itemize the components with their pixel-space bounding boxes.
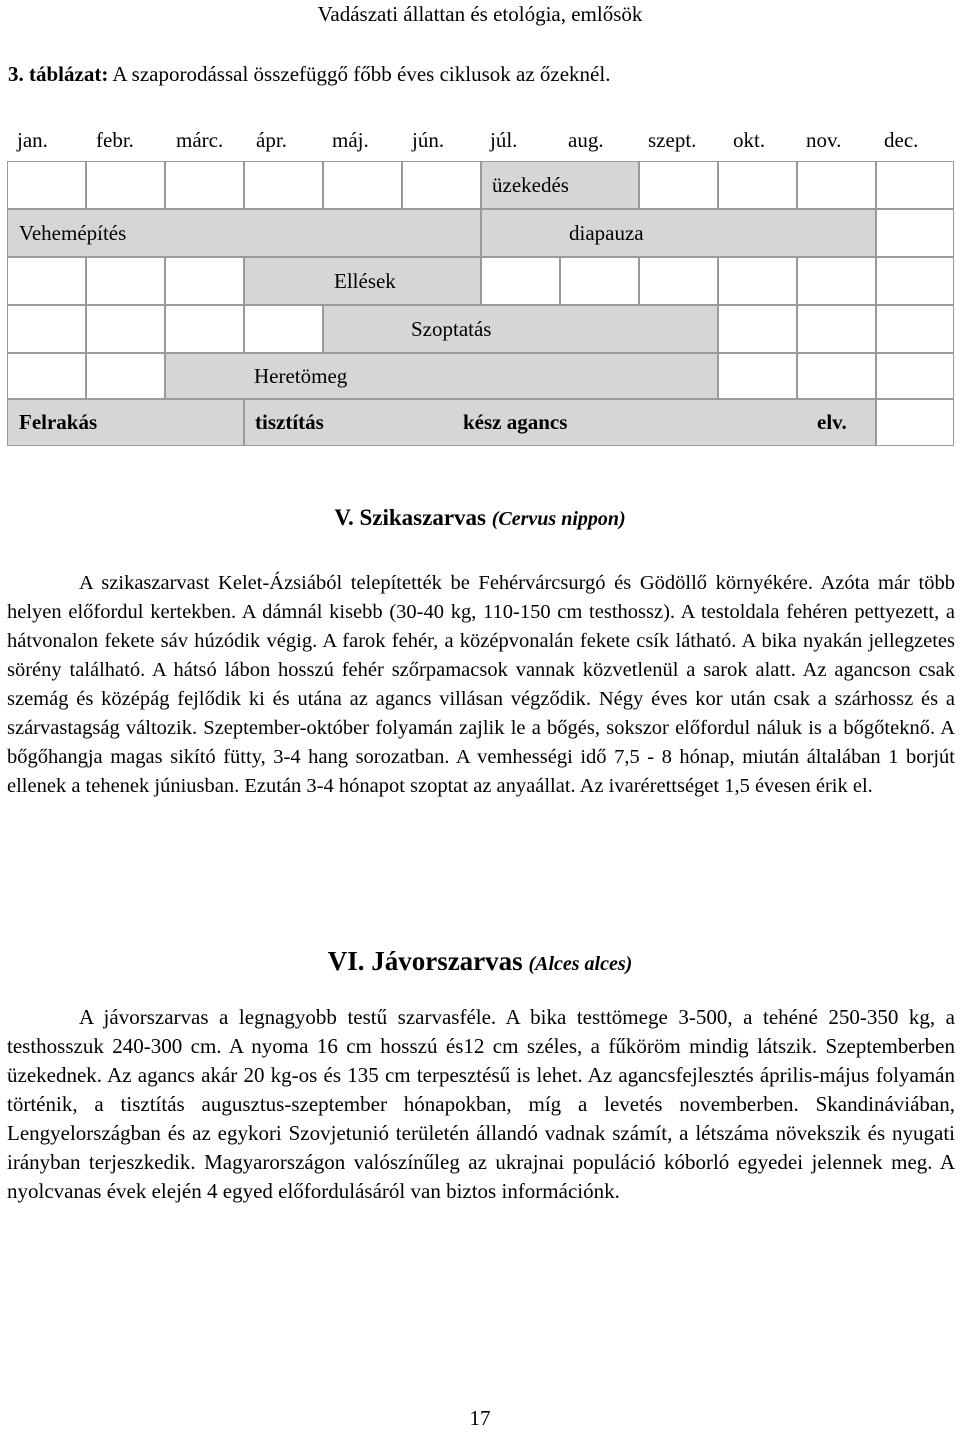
month-label: aug.: [568, 128, 604, 152]
empty-cell: [481, 257, 560, 305]
empty-cell: [86, 161, 165, 209]
table-caption: [8, 60, 610, 88]
month-label: febr.: [96, 128, 134, 152]
band-vehemepites: [7, 209, 481, 257]
empty-cell: [797, 305, 876, 353]
empty-cell: [876, 209, 954, 257]
empty-cell: [86, 305, 165, 353]
section-body-javorszarvas: [7, 1003, 955, 1206]
month-label: márc.: [176, 128, 224, 152]
empty-cell: [560, 257, 639, 305]
empty-cell: [718, 161, 797, 209]
band-szoptatas: [323, 305, 718, 353]
empty-cell: [7, 161, 86, 209]
empty-cell: [876, 399, 954, 446]
section-body-szikaszarvas: [7, 569, 955, 801]
month-label: dec.: [884, 128, 919, 152]
band-label: Ellések: [334, 268, 396, 293]
empty-cell: [639, 257, 718, 305]
empty-cell: [323, 161, 402, 209]
band-diapauza: [481, 209, 876, 257]
month-label: júl.: [490, 128, 518, 152]
section-title-javorszarvas: [0, 946, 960, 977]
band-label: tisztítás: [255, 410, 324, 434]
band-label: üzekedés: [492, 172, 569, 197]
section-title-szikaszarvas: [0, 505, 960, 531]
band-agancs: [244, 399, 876, 446]
empty-cell: [7, 305, 86, 353]
band-felrakas: [7, 399, 244, 446]
running-header: Vadászati állattan és etológia, emlősök: [317, 2, 643, 26]
month-label: szept.: [648, 128, 697, 152]
empty-cell: [718, 353, 797, 399]
month-label: ápr.: [256, 128, 287, 152]
band-label: Szoptatás: [411, 316, 492, 341]
scientific-name: (Alces alces): [528, 953, 633, 975]
empty-cell: [797, 161, 876, 209]
month-label: nov.: [806, 128, 842, 152]
empty-cell: [165, 305, 244, 353]
empty-cell: [7, 353, 86, 399]
empty-cell: [797, 257, 876, 305]
empty-cell: [86, 353, 165, 399]
empty-cell: [797, 353, 876, 399]
band-label: Felrakás: [19, 410, 98, 434]
empty-cell: [165, 257, 244, 305]
section-title-text: VI. Jávorszarvas: [327, 946, 523, 976]
month-label: máj.: [332, 128, 369, 152]
empty-cell: [876, 257, 954, 305]
table-caption-text: A szaporodással összefüggő főbb éves ciklusok az őzeknél.: [108, 62, 611, 86]
scientific-name: (Cervus nippon): [491, 508, 626, 530]
band-label: diapauza: [569, 220, 644, 245]
empty-cell: [244, 161, 323, 209]
empty-cell: [86, 257, 165, 305]
paragraph: A szikaszarvast Kelet-Ázsiából telepítették be Fehérvárcsurgó és Gödöllő környékére. Azóta már több helyen előfordul kertekben. A dámnál kisebb (30-40 kg, 110-150 cm testhossz). A testoldala fehéren pettyezett, a hátvonalon fekete sáv húzódik végig. A farok fehér, a középvonalán fekete csík látható. A bika nyakán jellegzetes sörény található. A hátsó lábon hosszú fehér szőrpamacsok vannak közvetlenül a sarok alatt. Az agancson csak szemág és középág fejlődik ki és utána az agancs villásan végződik. Négy éves kor után csak a szárhossz és a szárvastagság változik. Szeptember-október folyamán zajlik le a bőgés, sokszor előfordul náluk is a bőgőteknő. A bőgőhangja magas sikító fütty, 3-4 hang sorozatban. A vemhességi idő 7,5 - 8 hónap, miután általában 1 borjút ellenek a tehenek júniusban. Ezután 3-4 hónapot szoptat az anyaállat. Az ivarérettséget 1,5 évesen érik el.: [7, 572, 955, 797]
band-heretomeg: [165, 353, 718, 399]
empty-cell: [876, 305, 954, 353]
empty-cell: [402, 161, 481, 209]
empty-cell: [718, 257, 797, 305]
band-label: kész agancs: [463, 410, 568, 434]
empty-cell: [7, 257, 86, 305]
month-label: jún.: [412, 128, 445, 152]
empty-cell: [165, 161, 244, 209]
band-label: Vehemépítés: [19, 220, 127, 245]
paragraph: A jávorszarvas a legnagyobb testű szarvasféle. A bika testtömege 3-500, a tehéné 250-350 kg, a testhosszuk 240-300 cm. A nyoma 16 cm hosszú és12 cm széles, a fűköröm mindig látszik. Szeptemberben üzekednek. Az agancs akár 20 kg-os és 135 cm terpesztésű is lehet. Az agancsfejlesztés április-május folyamán történik, a tisztítás augusztus-szeptember hónapokban, míg a levetés novemberben. Skandináviában, Lengyelországban és az egykori Szovjetunió területén állandó vadnak számít, a létszáma növekszik és nyugati irányban terjeszkedik. Magyarországon valószínűleg az ukrajnai populáció kóborló egyedei jelennek meg. A nyolcvanas évek elején 4 egyed előfordulásáról van biztos információnk.: [7, 1005, 955, 1203]
band-ellesek: [244, 257, 481, 305]
month-label: jan.: [17, 128, 48, 152]
empty-cell: [718, 305, 797, 353]
empty-cell: [244, 305, 323, 353]
band-label: elv.: [817, 410, 847, 434]
empty-cell: [876, 161, 954, 209]
month-label: okt.: [733, 128, 766, 152]
empty-cell: [639, 161, 718, 209]
empty-cell: [876, 353, 954, 399]
table-caption-label: 3. táblázat:: [8, 62, 109, 86]
band-uzekedes: [481, 161, 639, 209]
band-label: Heretömeg: [254, 363, 348, 388]
section-title-text: V. Szikaszarvas: [334, 505, 486, 530]
month-header-row: [0, 128, 960, 158]
page-number: 17: [469, 1406, 491, 1430]
